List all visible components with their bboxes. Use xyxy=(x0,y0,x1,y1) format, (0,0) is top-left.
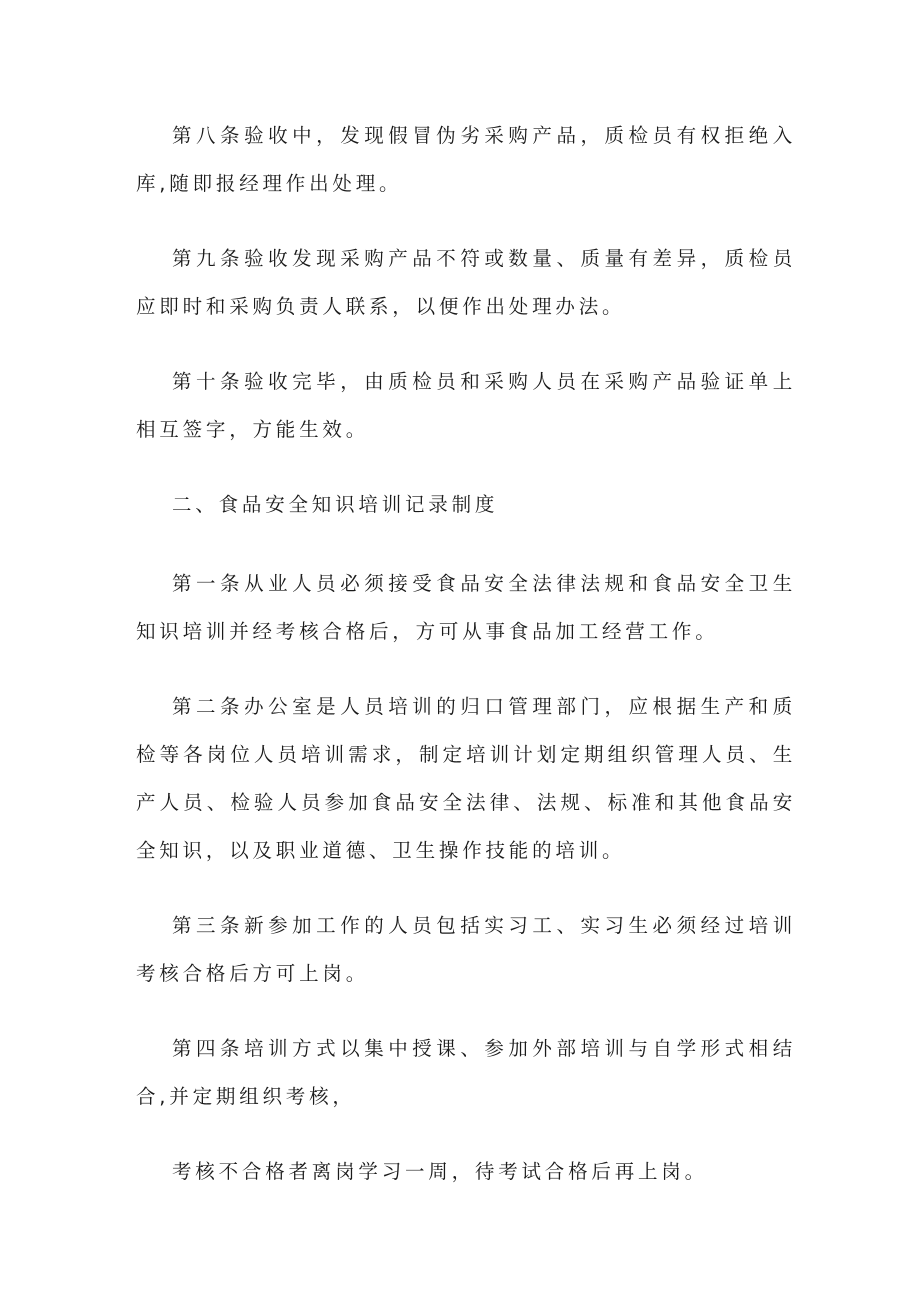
paragraph-training-article-2: 第二条办公室是人员培训的归口管理部门，应根据生产和质检等各岗位人员培训需求，制定培训计划定期组织管理人员、生产人员、检验人员参加食品安全法律、法规、标准和其他食品安全知识，以及职业道德、卫生操作技能的培训。 xyxy=(136,695,796,862)
paragraph-training-article-4: 第四条培训方式以集中授课、参加外部培训与自学形式相结合,并定期组织考核， xyxy=(136,1037,796,1108)
section-heading-training: 二、食品安全知识培训记录制度 xyxy=(172,493,499,516)
paragraph-training-article-1: 第一条从业人员必须接受食品安全法律法规和食品安全卫生知识培训并经考核合格后，方可从事食品加工经营工作。 xyxy=(136,572,796,643)
paragraph-training-article-3: 第三条新参加工作的人员包括实习工、实习生必须经过培训考核合格后方可上岗。 xyxy=(136,914,796,985)
paragraph-article-8: 第八条验收中，发现假冒伪劣采购产品，质检员有权拒绝入库,随即报经理作出处理。 xyxy=(136,124,796,195)
paragraph-article-9: 第九条验收发现采购产品不符或数量、质量有差异，质检员应即时和采购负责人联系，以便作出处理办法。 xyxy=(136,247,796,318)
paragraph-training-article-4-cont: 考核不合格者离岗学习一周，待考试合格后再上岗。 xyxy=(172,1160,708,1183)
paragraph-article-10: 第十条验收完毕，由质检员和采购人员在采购产品验证单上相互签字，方能生效。 xyxy=(136,370,796,441)
document-body xyxy=(136,112,796,1223)
